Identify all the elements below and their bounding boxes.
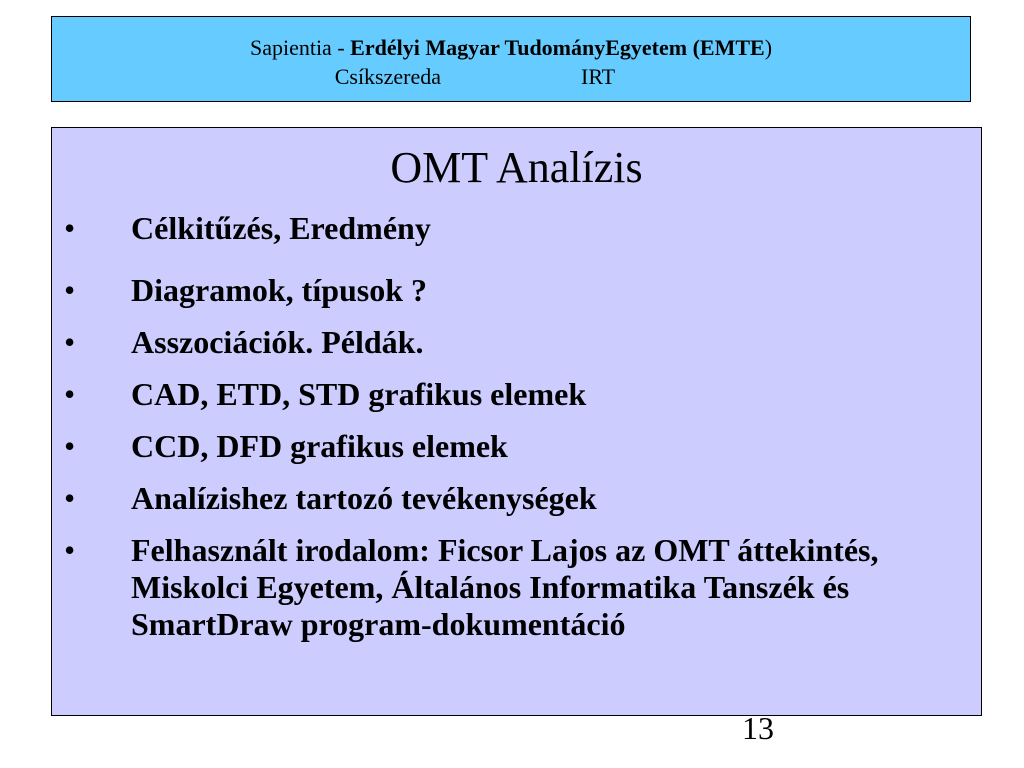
- header-city: Csíkszereda: [334, 64, 441, 89]
- bullet-item: [52, 376, 981, 412]
- bullet-list: [52, 210, 981, 643]
- bullet-text: CAD, ETD, STD grafikus elemek: [131, 376, 587, 412]
- bullet-text: Felhasznált irodalom: Ficsor Lajos az OMT áttekintés, Miskolci Egyetem, Általános Informatika Tanszék és SmartDraw program-dokumentáció: [131, 532, 879, 642]
- bullet-dot-icon: •: [64, 324, 76, 360]
- slide-content-panel: [51, 127, 982, 716]
- bullet-text: CCD, DFD grafikus elemek: [131, 428, 508, 464]
- bullet-dot-icon: •: [64, 532, 76, 568]
- header-university-name: Erdélyi Magyar TudományEgyetem (EMTE: [350, 35, 765, 60]
- bullet-dot-icon: •: [64, 210, 76, 246]
- bullet-dot-icon: •: [64, 480, 76, 516]
- bullet-text: Analízishez tartozó tevékenységek: [131, 480, 597, 516]
- bullet-dot-icon: •: [64, 272, 76, 308]
- header-location-line: [52, 62, 970, 91]
- bullet-dot-icon: •: [64, 428, 76, 464]
- bullet-item: [52, 272, 981, 308]
- bullet-item: [52, 210, 981, 246]
- bullet-dot-icon: •: [64, 376, 76, 412]
- header-prefix: Sapientia -: [249, 35, 351, 60]
- page-number: 13: [742, 710, 774, 746]
- header-banner: [51, 16, 971, 102]
- bullet-item: [52, 428, 981, 464]
- bullet-item: [52, 532, 981, 643]
- bullet-text: Célkitűzés, Eredmény: [131, 210, 431, 246]
- bullet-item: [52, 480, 981, 516]
- header-suffix: ): [764, 35, 773, 60]
- header-university-line: [52, 33, 970, 62]
- bullet-text: Asszociációk. Példák.: [131, 324, 424, 360]
- header-department: IRT: [581, 64, 616, 89]
- slide-title: OMT Analízis: [390, 143, 643, 192]
- bullet-item: [52, 324, 981, 360]
- bullet-text: Diagramok, típusok ?: [131, 272, 428, 308]
